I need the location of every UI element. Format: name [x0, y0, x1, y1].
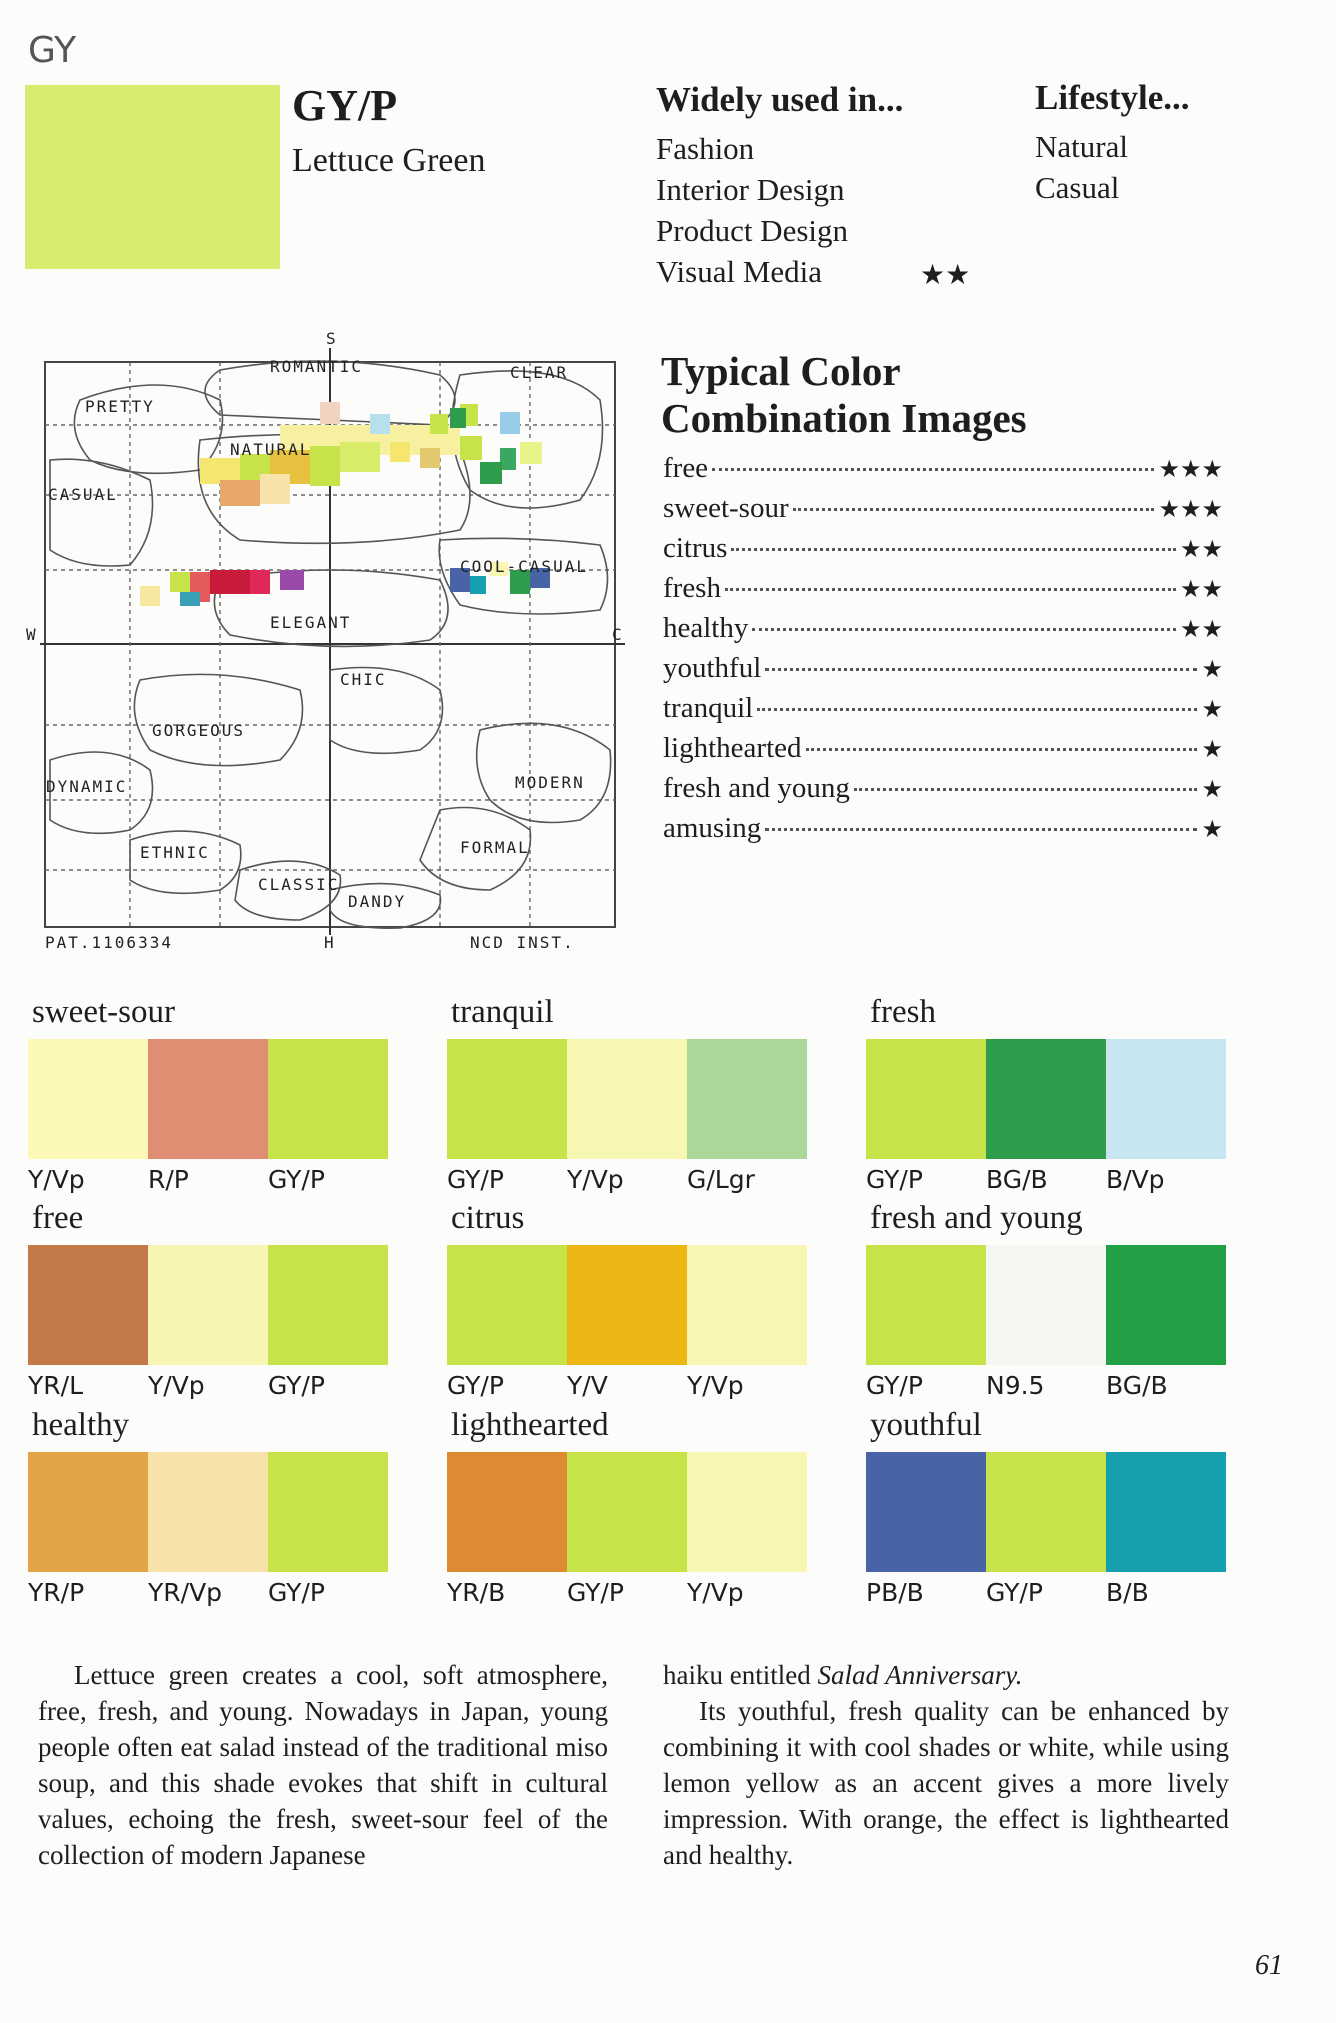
region-label: CHIC	[340, 670, 387, 689]
palette-code: N9.5	[986, 1371, 1045, 1400]
palette-title: citrus	[451, 1200, 525, 1236]
combination-item	[663, 612, 1223, 652]
widely-used-list	[656, 128, 903, 292]
combination-stars: ★★	[1179, 537, 1223, 563]
region-label: FORMAL	[460, 838, 530, 857]
leader-dots	[806, 748, 1198, 751]
combination-stars: ★	[1201, 657, 1223, 683]
palette-code: PB/B	[866, 1578, 924, 1607]
palette-code: YR/L	[28, 1371, 83, 1400]
palette-swatch	[687, 1452, 807, 1572]
palette-code: Y/Vp	[687, 1371, 744, 1400]
body-paragraph: Its youthful, fresh quality can be enhanced by combining it with cool shades or white, while using lemon yellow as an accent gives a more lively impression. With orange, the effect is lighthearted and healthy.	[663, 1696, 1229, 1870]
palette-swatch	[1106, 1039, 1226, 1159]
body-paragraph: Lettuce green creates a cool, soft atmosphere, free, fresh, and young. Nowadays in Japan, young people often eat salad instead of the traditional miso soup, and this shade evokes that shift in cultural values, echoing the fresh, sweet-sour feel of the collection of modern Japanese	[38, 1660, 608, 1870]
palette-swatch	[148, 1452, 268, 1572]
combination-stars: ★	[1201, 777, 1223, 803]
palette-code: YR/P	[28, 1578, 85, 1607]
combination-label: tranquil	[663, 692, 754, 724]
leader-dots	[757, 708, 1197, 711]
palette-swatches	[866, 1452, 1226, 1572]
leader-dots	[725, 588, 1176, 591]
region-label: DYNAMIC	[46, 777, 128, 796]
palette-swatch	[567, 1245, 687, 1365]
combination-label: fresh	[663, 572, 721, 604]
palette-swatch	[986, 1245, 1106, 1365]
scale-footer-left: PAT.1106334	[45, 933, 173, 952]
region-label: CASUAL	[48, 485, 118, 504]
combination-item	[663, 732, 1223, 772]
palette-code: R/P	[148, 1165, 189, 1194]
lifestyle-heading: Lifestyle...	[1035, 78, 1190, 117]
leader-dots	[752, 628, 1176, 631]
lifestyle-item: Casual	[1035, 170, 1120, 205]
combination-label: healthy	[663, 612, 749, 644]
palette-swatches	[28, 1452, 388, 1572]
palette-swatches	[866, 1245, 1226, 1365]
region-label: ETHNIC	[140, 843, 210, 862]
combination-item	[663, 692, 1223, 732]
palette-swatch	[986, 1452, 1106, 1572]
region-label: CLEAR	[510, 363, 569, 382]
combination-stars: ★	[1201, 737, 1223, 763]
palette-swatches	[866, 1039, 1226, 1159]
leader-dots	[765, 828, 1197, 831]
combination-label: youthful	[663, 652, 762, 684]
lifestyle-item: Natural	[1035, 129, 1128, 164]
combination-label: fresh and young	[663, 772, 850, 804]
widely-used-section	[656, 80, 903, 292]
combination-stars: ★★	[1179, 617, 1223, 643]
palette-swatch	[687, 1245, 807, 1365]
palette	[447, 1407, 807, 1607]
palette-swatch	[447, 1039, 567, 1159]
typical-combinations-heading	[661, 348, 1027, 442]
palette-code: G/Lgr	[687, 1165, 755, 1194]
palette-code: GY/P	[866, 1165, 923, 1194]
axis-label-top: S	[326, 329, 338, 348]
region-label: CLASSIC	[258, 875, 340, 894]
color-code: GY/P	[292, 81, 398, 130]
palette-swatches	[28, 1039, 388, 1159]
widely-used-item: Fashion	[656, 131, 755, 166]
palette-title: youthful	[870, 1407, 982, 1443]
palette-title: sweet-sour	[32, 994, 175, 1030]
page-number: 61	[1255, 1950, 1283, 1981]
region-label: ELEGANT	[270, 613, 352, 632]
combination-item	[663, 812, 1223, 852]
palette-swatch	[148, 1245, 268, 1365]
widely-used-stars: ★★	[920, 260, 971, 291]
body-paragraph	[663, 1657, 1229, 1693]
palette-code: YR/Vp	[148, 1578, 223, 1607]
body-text-left	[38, 1657, 608, 1873]
palette-title: healthy	[32, 1407, 130, 1443]
section-tag: GY	[28, 30, 77, 71]
region-label: GORGEOUS	[152, 721, 246, 740]
leader-dots	[793, 508, 1155, 511]
palette-code: GY/P	[268, 1578, 325, 1607]
palette-swatch	[866, 1452, 986, 1572]
combination-stars: ★★★	[1158, 457, 1223, 483]
palette-codes	[447, 1578, 807, 1607]
palette-code: BG/B	[1106, 1371, 1168, 1400]
combination-stars: ★★★	[1158, 497, 1223, 523]
combination-item	[663, 492, 1223, 532]
palette-swatch	[866, 1245, 986, 1365]
axis-label-bottom: H	[324, 933, 336, 952]
palette-code: B/Vp	[1106, 1165, 1165, 1194]
palette-swatch	[1106, 1452, 1226, 1572]
lifestyle-list	[1035, 126, 1190, 208]
axis-label-left: W	[26, 625, 38, 644]
widely-used-heading: Widely used in...	[656, 80, 904, 119]
palette-swatch	[567, 1039, 687, 1159]
combination-stars: ★	[1201, 817, 1223, 843]
palette-swatch	[28, 1039, 148, 1159]
palette	[28, 994, 388, 1194]
combination-item	[663, 652, 1223, 692]
palette	[28, 1200, 388, 1400]
palette-swatch	[28, 1245, 148, 1365]
palette-codes	[866, 1165, 1226, 1194]
region-label: PRETTY	[85, 397, 155, 416]
region-label: MODERN	[515, 773, 585, 792]
palette-codes	[866, 1578, 1226, 1607]
palette-codes	[866, 1371, 1226, 1400]
palette-codes	[28, 1578, 388, 1607]
palette-swatch	[567, 1452, 687, 1572]
region-label: ROMANTIC	[270, 357, 364, 376]
palette	[447, 994, 807, 1194]
combination-stars: ★★	[1179, 577, 1223, 603]
widely-used-item: Interior Design	[656, 172, 845, 207]
palette-swatches	[447, 1039, 807, 1159]
combination-label: free	[663, 452, 709, 484]
leader-dots	[712, 468, 1154, 471]
palette	[866, 1200, 1226, 1400]
palette-title: free	[32, 1200, 84, 1236]
palette-swatch	[447, 1452, 567, 1572]
palette-code: GY/P	[447, 1371, 504, 1400]
palette-swatches	[447, 1245, 807, 1365]
palette-code: Y/Vp	[28, 1165, 85, 1194]
palette	[866, 1407, 1226, 1607]
palette	[447, 1200, 807, 1400]
palette-swatches	[447, 1452, 807, 1572]
region-label: COOL-CASUAL	[460, 557, 588, 576]
widely-used-item: Visual Media	[656, 254, 823, 289]
axis-label-right: C	[612, 625, 624, 644]
palette	[866, 994, 1226, 1194]
combination-label: lighthearted	[663, 732, 802, 764]
combination-stars: ★	[1201, 697, 1223, 723]
palette-title: tranquil	[451, 994, 554, 1030]
palette-code: Y/Vp	[687, 1578, 744, 1607]
combination-item	[663, 452, 1223, 492]
leader-dots	[854, 788, 1198, 791]
body-text-right	[663, 1657, 1229, 1873]
palette-code: Y/Vp	[148, 1371, 205, 1400]
palette-codes	[447, 1165, 807, 1194]
palette-title: lighthearted	[451, 1407, 609, 1443]
palette-swatch	[268, 1245, 388, 1365]
leader-dots	[731, 548, 1176, 551]
palette-code: BG/B	[986, 1165, 1048, 1194]
region-label: DANDY	[348, 892, 407, 911]
palette-code: Y/V	[567, 1371, 608, 1400]
combination-item	[663, 772, 1223, 812]
palette-swatch	[28, 1452, 148, 1572]
palette-swatch	[148, 1039, 268, 1159]
palette-swatch	[268, 1039, 388, 1159]
palette-code: GY/P	[268, 1371, 325, 1400]
haiku-title: Salad Anniversary.	[817, 1660, 1023, 1690]
lifestyle-section	[1035, 78, 1190, 208]
palette-swatch	[447, 1245, 567, 1365]
body-text-fragment: haiku entitled	[663, 1660, 818, 1690]
region-label: NATURAL	[230, 440, 312, 459]
widely-used-item: Product Design	[656, 213, 849, 248]
main-color-swatch	[25, 85, 280, 269]
leader-dots	[765, 668, 1197, 671]
palette-codes	[28, 1165, 388, 1194]
color-name: Lettuce Green	[292, 142, 486, 179]
typical-title-line: Combination Images	[661, 395, 1027, 441]
palette-swatch	[687, 1039, 807, 1159]
scale-footer-right: NCD INST.	[470, 933, 575, 952]
palette-code: Y/Vp	[567, 1165, 624, 1194]
palette-swatch	[986, 1039, 1106, 1159]
palette-code: GY/P	[268, 1165, 325, 1194]
palette-swatch	[268, 1452, 388, 1572]
combination-label: citrus	[663, 532, 728, 564]
palette-code: B/B	[1106, 1578, 1149, 1607]
typical-title-line: Typical Color	[661, 348, 901, 394]
combination-label: amusing	[663, 812, 762, 844]
palette-code: GY/P	[447, 1165, 504, 1194]
combination-item	[663, 572, 1223, 612]
palette-code: GY/P	[567, 1578, 624, 1607]
combination-item	[663, 532, 1223, 572]
combination-label: sweet-sour	[663, 492, 789, 524]
image-scale-diagram	[26, 329, 624, 952]
palette-swatch	[866, 1039, 986, 1159]
palette-codes	[28, 1371, 388, 1400]
palette-codes	[447, 1371, 807, 1400]
palette	[28, 1407, 388, 1607]
palette-code: GY/P	[866, 1371, 923, 1400]
palette-code: YR/B	[447, 1578, 506, 1607]
combination-list	[663, 452, 1223, 852]
palette-swatches	[28, 1245, 388, 1365]
palette-swatch	[1106, 1245, 1226, 1365]
palette-code: GY/P	[986, 1578, 1043, 1607]
palette-title: fresh and young	[870, 1200, 1083, 1236]
palette-title: fresh	[870, 994, 936, 1030]
